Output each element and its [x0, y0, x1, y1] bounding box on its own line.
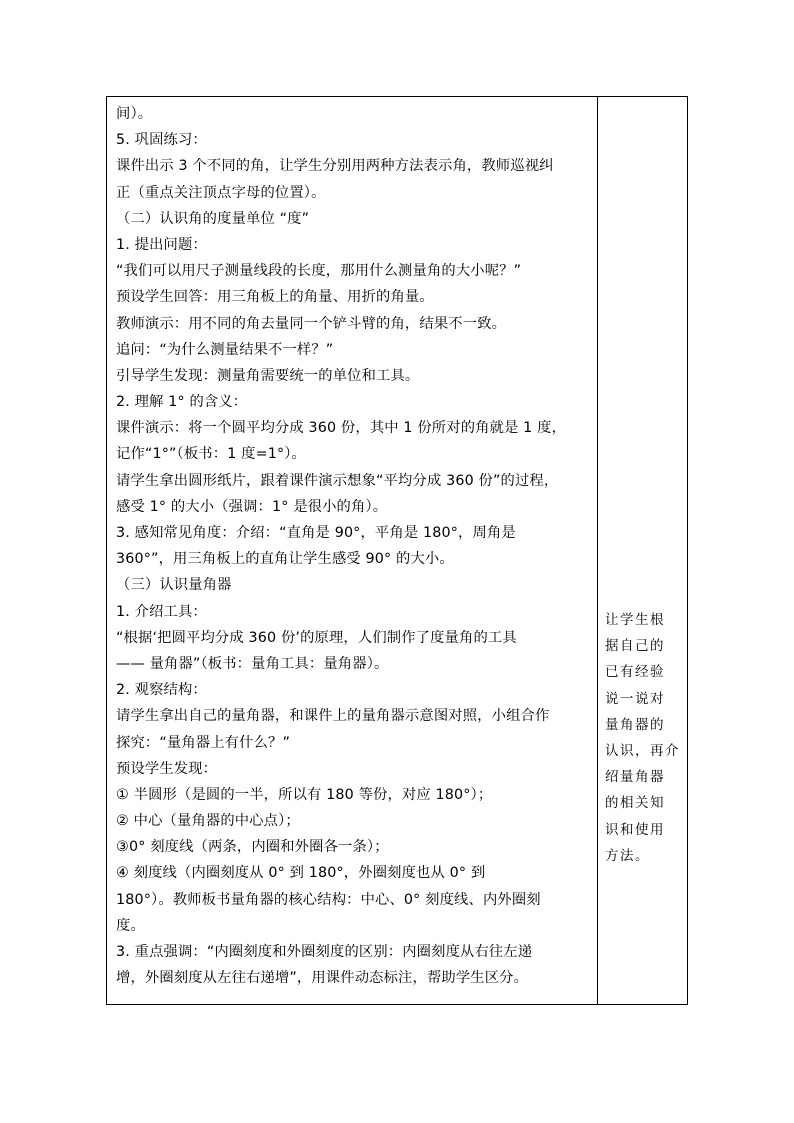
process-text-line: “根据‘把圆平均分成 360 份’的原理，人们制作了度量角的工具: [116, 629, 517, 646]
intent-text-line: 量角器的: [605, 716, 665, 733]
process-text-line: —— 量角器”（板书：量角工具：量角器）。: [116, 655, 389, 672]
lesson-plan-table: [106, 96, 688, 1005]
column-divider: [597, 97, 598, 1004]
process-text-line: 追问：“为什么测量结果不一样？”: [116, 341, 334, 358]
process-text-line: 2. 观察结构：: [116, 682, 207, 699]
process-text-line: 3. 感知常见角度：介绍：“直角是 90°，平角是 180°，周角是: [116, 525, 516, 541]
intent-text-line: 绍量角器: [605, 769, 665, 786]
process-text-line: 增，外圈刻度从左往右递增”，用课件动态标注，帮助学生区分。: [116, 970, 529, 987]
process-text-line: 正（重点关注顶点字母的位置）。: [116, 184, 326, 201]
process-text-line: 请学生拿出圆形纸片，跟着课件演示想象“平均分成 360 份”的过程，: [116, 472, 559, 489]
process-text-line: 度。: [116, 917, 145, 934]
process-text-line: 3. 重点强调：“内圈刻度和外圈刻度的区别：内圈刻度从右往左递: [116, 944, 533, 960]
process-text-line: 360°”，用三角板上的直角让学生感受 90° 的大小。: [116, 551, 454, 568]
intent-text-line: 的相关知: [605, 795, 665, 812]
process-text-line: 课件出示 3 个不同的角，让学生分别用两种方法表示角，教师巡视纠: [116, 158, 554, 175]
process-text-line: 教师演示：用不同的角去量同一个铲斗臂的角，结果不一致。: [116, 315, 507, 332]
process-text-line: 预设学生发现：: [116, 760, 218, 777]
intent-text-line: 方法。: [605, 847, 650, 864]
intent-text-line: 让学生根: [605, 612, 665, 628]
process-text-line: （三）认识量角器: [116, 577, 232, 594]
intent-text-line: 说一说对: [605, 690, 665, 707]
process-text-line: 引导学生发现：测量角需要统一的单位和工具。: [116, 367, 420, 384]
intent-text-line: 识和使用: [605, 821, 665, 838]
process-text-line: 2. 理解 1° 的含义：: [116, 394, 248, 411]
process-text-line: 记作“1°”（板书：1 度=1°）。: [116, 446, 306, 463]
process-text-line: 探究：“量角器上有什么？”: [116, 734, 291, 751]
process-text-line: 1. 提出问题：: [116, 236, 207, 253]
intent-text-line: 认识，再介: [605, 742, 680, 759]
intent-text-line: 已有经验: [605, 664, 665, 681]
process-text-line: 感受 1° 的大小（强调：1° 是很小的角）。: [116, 498, 388, 515]
process-text-line: 预设学生回答：用三角板上的角量、用折的角量。: [116, 289, 434, 306]
process-text-line: （二）认识角的度量单位 “度”: [116, 210, 310, 227]
design-intent-cell: [605, 607, 685, 869]
process-text-line: ① 半圆形（是圆的一半，所以有 180 等份，对应 180°）；: [116, 786, 493, 803]
process-text-line: 课件演示：将一个圆平均分成 360 份，其中 1 份所对的角就是 1 度，: [116, 420, 567, 437]
teaching-process-cell: [116, 101, 594, 991]
process-text-line: ③0° 刻度线（两条，内圈和外圈各一条）；: [116, 839, 389, 856]
intent-text-line: 据自己的: [605, 638, 665, 655]
process-text-line: ② 中心（量角器的中心点）；: [116, 813, 300, 830]
process-text-line: 180°）。教师板书量角器的核心结构：中心、0° 刻度线、内外圈刻: [116, 891, 541, 908]
process-text-line: “我们可以用尺子测量线段的长度，那用什么测量角的大小呢？”: [116, 263, 522, 280]
process-text-line: 5. 巩固练习：: [116, 132, 207, 149]
process-text-line: 间）。: [116, 106, 153, 122]
process-text-line: ④ 刻度线（内圈刻度从 0° 到 180°，外圈刻度也从 0° 到: [116, 865, 486, 882]
process-text-line: 请学生拿出自己的量角器，和课件上的量角器示意图对照，小组合作: [116, 708, 550, 725]
process-text-line: 1. 介绍工具：: [116, 603, 207, 620]
